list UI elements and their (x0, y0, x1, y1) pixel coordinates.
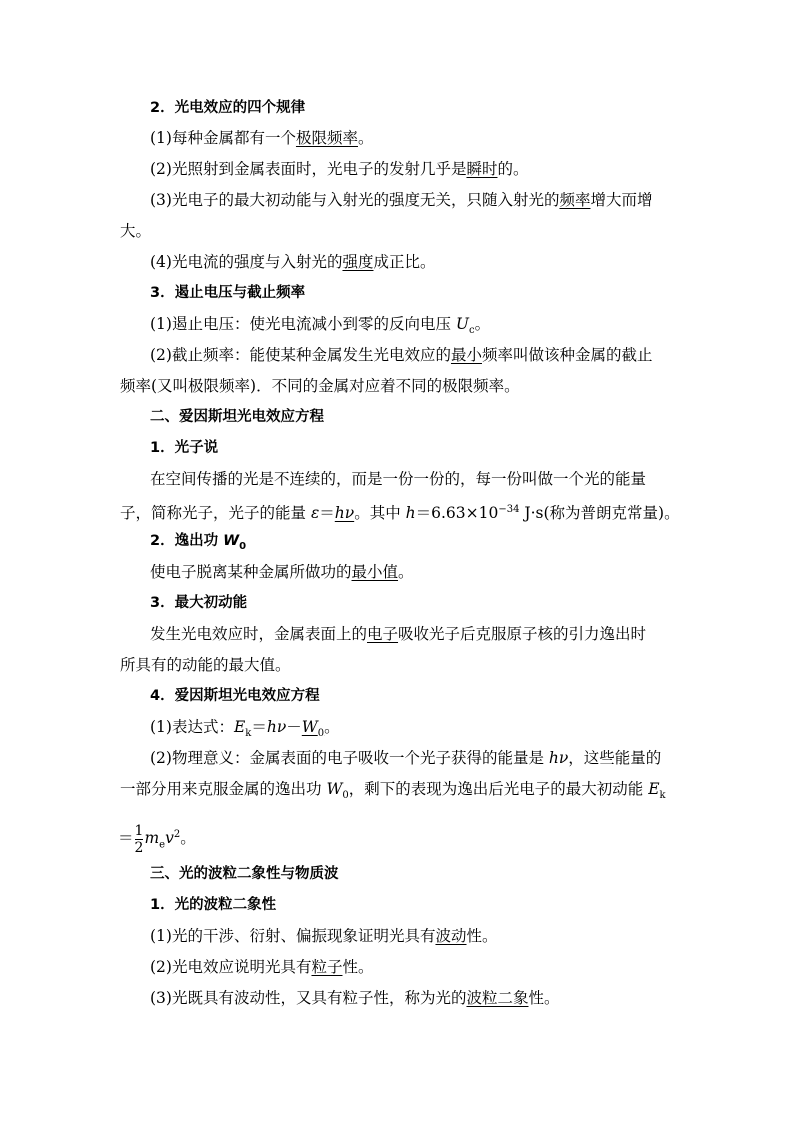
planck-unit: J·s(称为普朗克常量)。 (519, 504, 680, 523)
work-function-text: 使电子脱离某种金属所做功的 (150, 563, 352, 581)
photon-text: 子，简称光子，光子的能量 (120, 504, 311, 523)
law-2-keyword: 瞬时 (466, 160, 498, 178)
energy-symbol-2: E (648, 780, 660, 798)
stopping-voltage-def (150, 314, 490, 341)
fraction-denominator: 2 (134, 839, 144, 856)
wave-end: 性。 (466, 927, 498, 945)
stopping-voltage-end: 。 (474, 315, 491, 333)
meaning-end: ，这些能量的 (568, 749, 662, 767)
meaning-mid: ，剩下的表现为逸出后光电子的最大初动能 (348, 780, 649, 798)
law-1-text: (1)每种金属都有一个 (150, 129, 296, 147)
expression-label: (1)表达式： (150, 718, 234, 736)
law-2-end: 的。 (497, 160, 529, 178)
particle-evidence (150, 957, 374, 977)
stopping-voltage-text: (1)遏止电压：使光电流减小到零的反向电压 (150, 315, 456, 333)
photon-mid: 。其中 (354, 504, 406, 523)
law-1-keyword: 极限频率 (295, 129, 358, 147)
work-subscript-2: 0 (342, 790, 349, 802)
particle-keyword: 粒子 (311, 958, 343, 976)
einstein-equation-heading: 4．爱因斯坦光电效应方程 (150, 688, 320, 704)
photon-theory-line-1: 在空间传播的光是不连续的，而是一份一份的，每一份叫做一个光的能量 (150, 470, 647, 488)
work-function-heading (150, 531, 246, 557)
physical-meaning-line-3 (118, 816, 196, 860)
law-3-end: 增大而增 (590, 191, 653, 209)
part-2-heading: 二、爱因斯坦光电效应方程 (150, 409, 324, 425)
wave-particle-heading: 1．光的波粒二象性 (150, 897, 277, 913)
epsilon-symbol: ε (310, 504, 320, 523)
max-kinetic-energy-heading: 3．最大初动能 (150, 595, 248, 611)
photon-energy-keyword: hν (334, 504, 355, 523)
duality-text: (3)光既具有波动性，又具有粒子性，称为光的 (150, 989, 467, 1007)
expression-end: 。 (324, 718, 340, 736)
work-subscript: 0 (317, 728, 325, 740)
physical-meaning-line-2 (120, 779, 666, 806)
law-2 (150, 159, 529, 179)
cutoff-frequency-line-2: 频率(又叫极限频率)．不同的金属对应着不同的极限频率。 (120, 377, 520, 395)
law-4-keyword: 强度 (342, 253, 374, 271)
energy-subscript: k (245, 728, 252, 740)
minus-sign: － (286, 718, 302, 736)
law-1 (150, 128, 374, 148)
velocity-symbol: v (165, 829, 174, 848)
work-function-end: 。 (398, 563, 414, 581)
law-3-keyword: 频率 (559, 191, 591, 209)
work-function-def (150, 562, 414, 582)
voltage-subscript: c (468, 325, 475, 337)
cutoff-frequency-line-1 (150, 345, 653, 365)
one-half-fraction (135, 823, 144, 856)
meaning-text-2: 一部分用来克服金属的逸出功 (120, 780, 327, 798)
law-3-line-1 (150, 190, 653, 210)
wave-text: (1)光的干涉、衍射、偏振现象证明光具有 (150, 927, 436, 945)
equation-expression (150, 717, 340, 744)
meaning-text: (2)物理意义：金属表面的电子吸收一个光子获得的能量是 (150, 749, 549, 767)
voltage-symbol: U (455, 315, 469, 333)
particle-end: 性。 (342, 958, 374, 976)
law-1-end: 。 (357, 129, 374, 147)
planck-exponent: −34 (498, 504, 520, 515)
cutoff-text: (2)截止频率：能使某种金属发生光电效应的 (150, 346, 451, 364)
fraction-numerator: 1 (134, 822, 144, 839)
work-function-subscript: 0 (239, 540, 247, 552)
law-4-end: 成正比。 (373, 253, 436, 271)
wave-keyword: 波动 (435, 927, 467, 945)
work-symbol: W (301, 718, 318, 736)
wave-particle-duality (150, 988, 560, 1008)
particle-text: (2)光电效应说明光具有 (150, 958, 312, 976)
mass-symbol: m (144, 829, 160, 848)
physical-meaning-line-1 (150, 748, 661, 768)
law-3-line-2: 大。 (120, 222, 152, 240)
section-heading-stopping-voltage: 3．遏止电压与截止频率 (150, 285, 306, 301)
max-kinetic-line-2: 所具有的动能的最大值。 (120, 656, 291, 674)
max-kinetic-line-1 (150, 624, 646, 644)
photon-theory-heading: 1．光子说 (150, 440, 219, 456)
duality-keyword: 波粒二象 (466, 989, 529, 1007)
formula-end: 。 (180, 829, 196, 848)
energy-symbol: E (233, 718, 246, 736)
hv-symbol: hν (548, 749, 569, 767)
work-function-keyword: 最小值 (351, 563, 399, 581)
max-kinetic-end: 吸收光子后克服原子核的引力逸出时 (398, 625, 647, 643)
law-2-text: (2)光照射到金属表面时，光电子的发射几乎是 (150, 160, 467, 178)
cutoff-end: 频率叫做该种金属的截止 (481, 346, 653, 364)
law-3-text: (3)光电子的最大初动能与入射光的强度无关，只随入射光的 (150, 191, 560, 209)
velocity-exponent: 2 (173, 829, 181, 840)
equals-sign: ＝ (251, 718, 267, 736)
photon-theory-line-2 (120, 500, 680, 523)
energy-subscript-2: k (659, 790, 666, 802)
part-3-heading: 三、光的波粒二象性与物质波 (150, 866, 339, 882)
cutoff-keyword: 最小 (450, 346, 482, 364)
planck-value: ＝6.63×10 (415, 504, 499, 523)
equals-sign: ＝ (319, 504, 335, 523)
law-4 (150, 252, 436, 272)
work-function-symbol: W (223, 533, 240, 549)
equals-sign-2: ＝ (118, 829, 134, 848)
work-symbol-2: W (326, 780, 343, 798)
section-heading-four-laws: 2．光电效应的四个规律 (150, 100, 306, 116)
photon-energy-symbol: hν (266, 718, 287, 736)
law-4-text: (4)光电流的强度与入射光的 (150, 253, 343, 271)
max-kinetic-keyword: 电子 (367, 625, 399, 643)
planck-symbol: h (405, 504, 416, 523)
duality-end: 性。 (528, 989, 560, 1007)
mass-subscript: e (159, 839, 166, 851)
wave-evidence (150, 926, 498, 946)
work-function-title: 2．逸出功 (150, 533, 224, 549)
max-kinetic-text: 发生光电效应时，金属表面上的 (150, 625, 368, 643)
